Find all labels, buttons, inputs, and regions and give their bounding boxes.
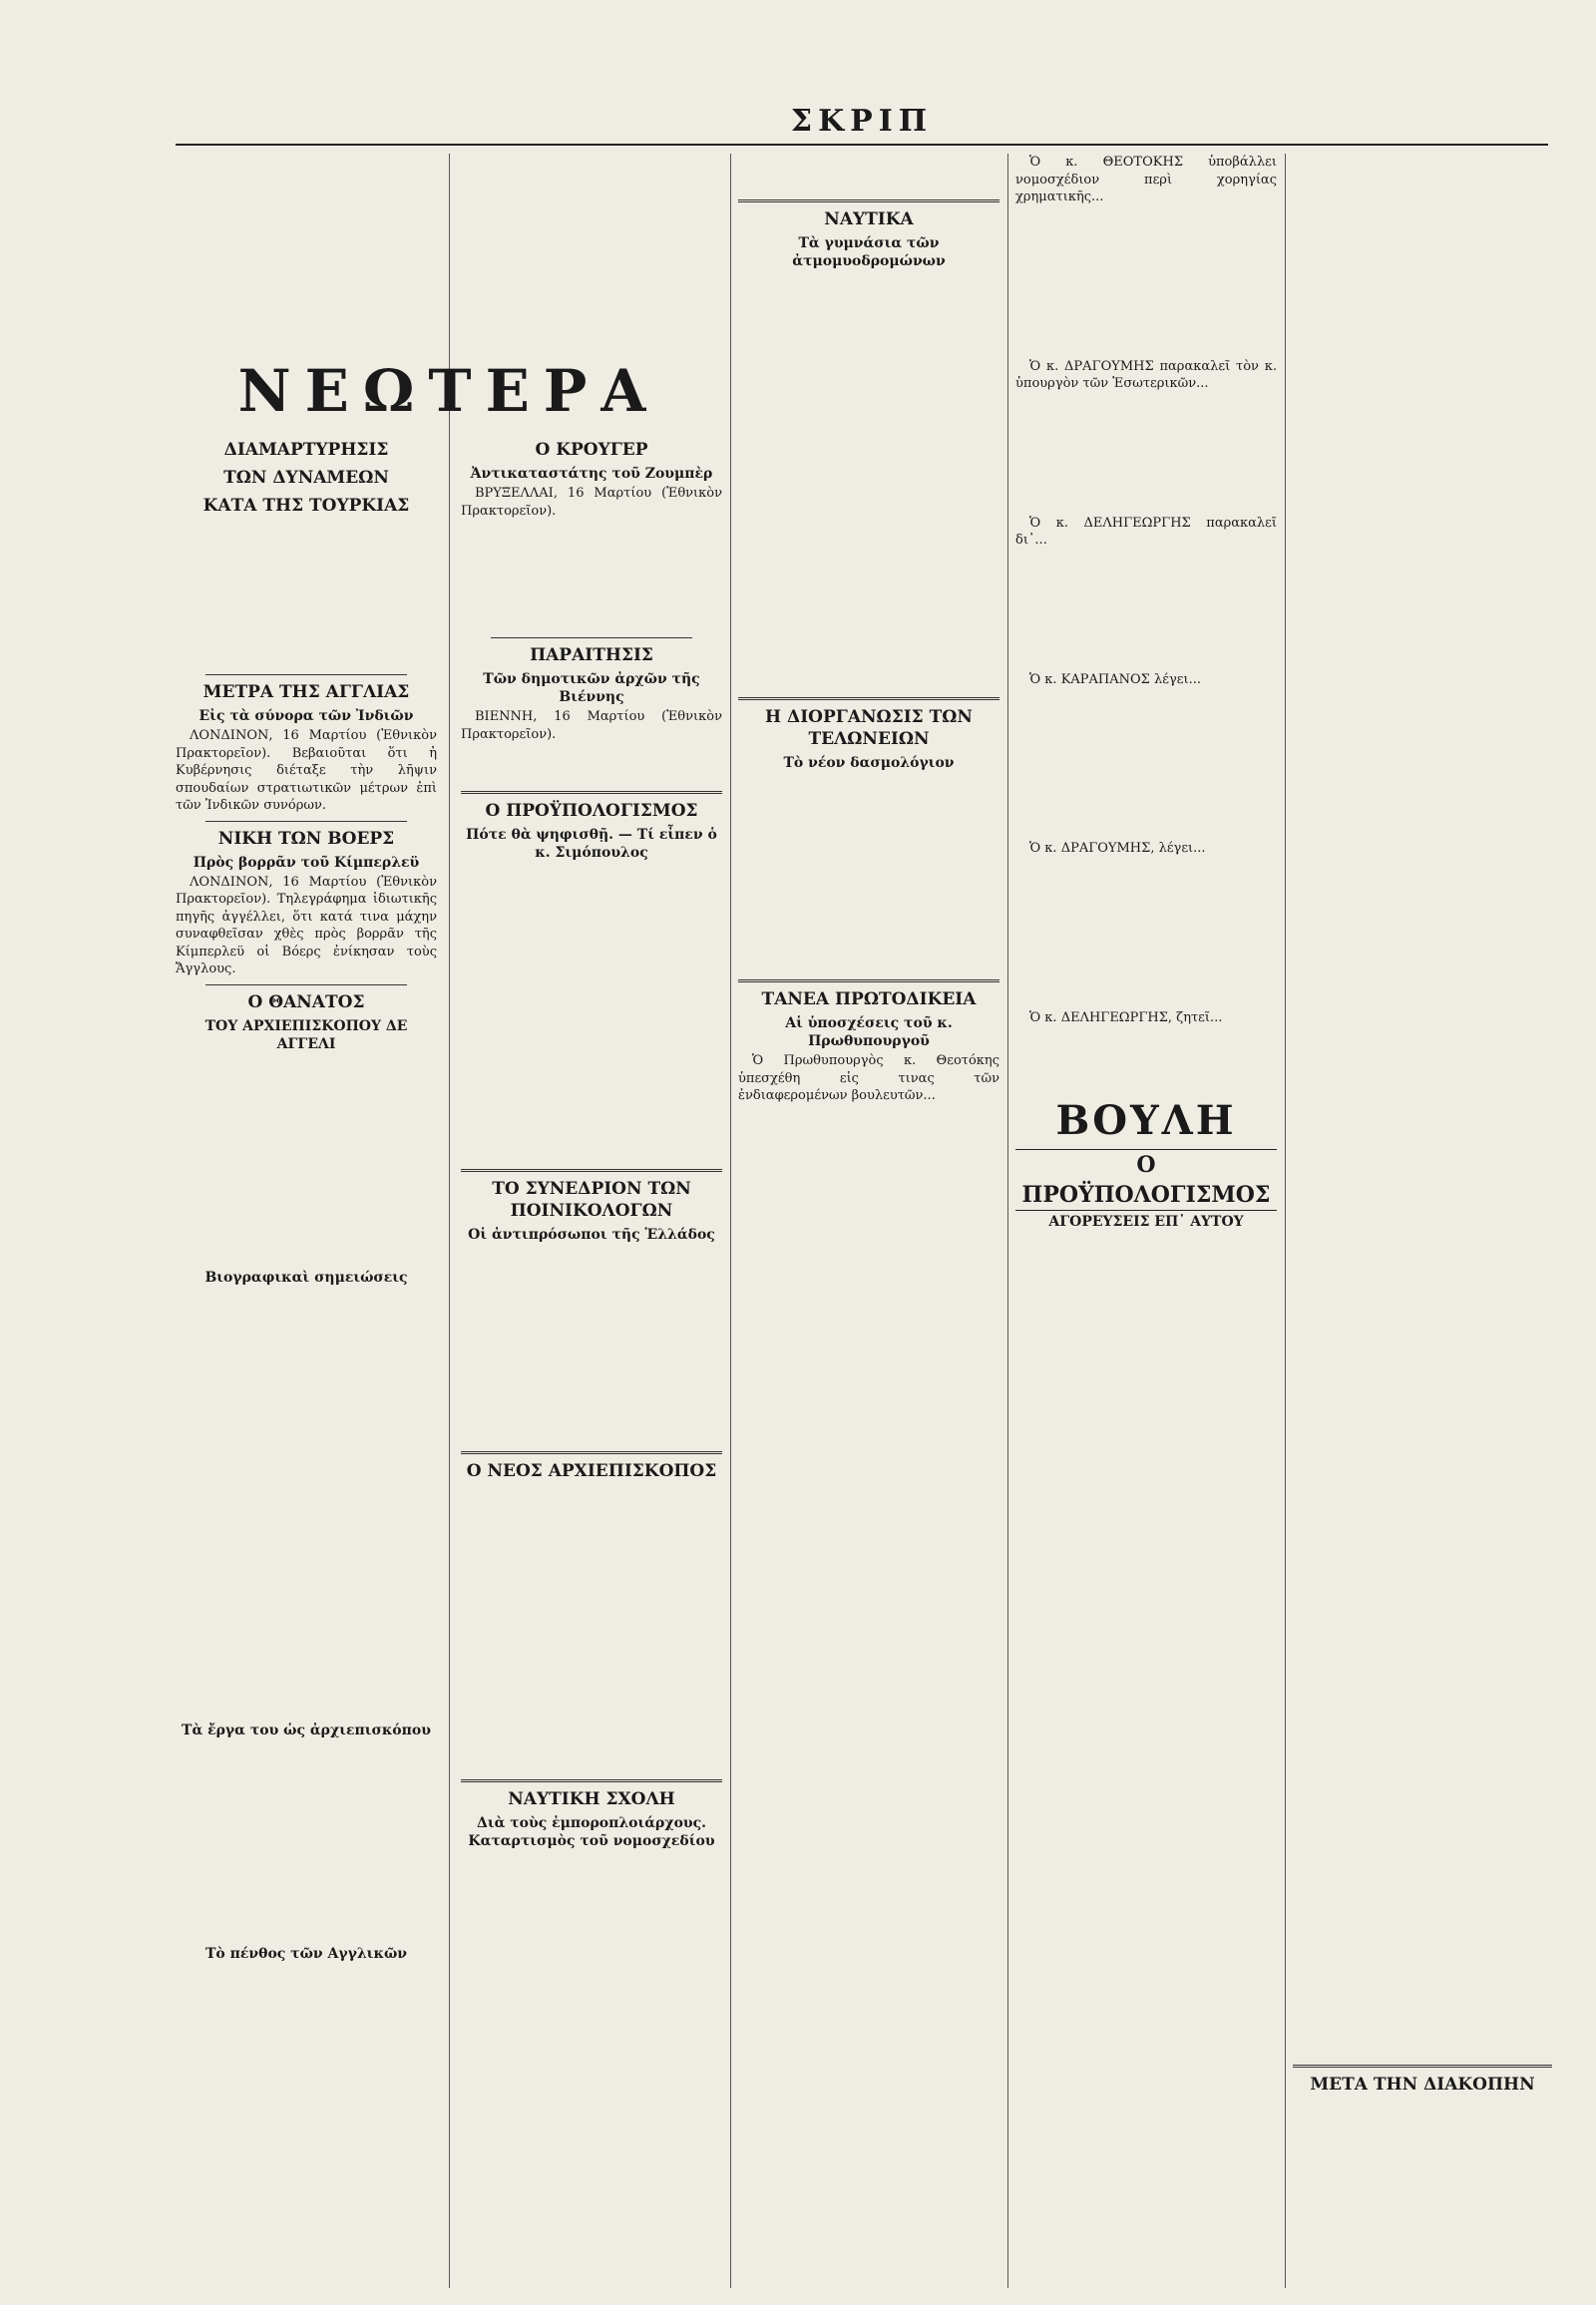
divider: [738, 199, 999, 202]
divider: [205, 821, 407, 822]
headline-naftika: ΝΑΥΤΙΚΑ: [824, 209, 914, 229]
subhead-vienna: Τῶν δημοτικῶν ἀρχῶν τῆς Βιέννης: [483, 671, 700, 705]
subhead-synora: Εἰς τὰ σύνορα τῶν Ἰνδιῶν: [199, 708, 414, 724]
headline-meta-diakopin: ΜΕΤΑ ΤΗΝ ΔΙΑΚΟΠΗΝ: [1310, 2075, 1535, 2095]
subhead-kimberley: Πρὸς βορρᾶν τοῦ Κίμπερλεϋ: [193, 854, 420, 871]
headline-naftiki-scholi: ΝΑΥΤΙΚΗ ΣΧΟΛΗ: [508, 1789, 675, 1809]
headline-synedrion: ΤΟ ΣΥΝΕΔΡΙΟΝ ΤΩΝ ΠΟΙΝΙΚΟΛΟΓΩΝ: [492, 1179, 691, 1221]
parliament-entry: Ὁ κ. ΔΡΑΓΟΥΜΗΣ παρακαλεῖ τὸν κ. ὑπουργὸν τῶν Ἐσωτερικῶν...: [1015, 358, 1277, 391]
section-header-neotera: ΝΕΩΤΕΡΑ: [237, 357, 660, 425]
article-viografikai-body: [176, 1289, 437, 1718]
article-kruger-dateline: ΒΡΥΞΕΛΛΑΙ, 16 Μαρτίου (Ἐθνικὸν Πρακτορεῖον).: [461, 486, 722, 519]
subhead-penthos: Τὸ πένθος τῶν Αγγλικῶν: [205, 1945, 407, 1962]
headline-niki-voers: ΝΙΚΗ ΤΩΝ ΒΟΕΡΣ: [217, 828, 395, 849]
parliament-text-block: [1015, 208, 1277, 358]
column-4: [1015, 154, 1277, 2288]
subhead-yposcheseis: Αἱ ὑποσχέσεις τοῦ κ. Πρωθυπουργοῦ: [785, 1015, 953, 1049]
article-proypologismos-body: [461, 864, 722, 1163]
article-paraitisis-body: [461, 745, 722, 785]
headline-proypologismos: Ο ΠΡΟΫΠΟΛΟΓΙΣΜΟΣ: [485, 801, 698, 821]
article-archiepiskopos-body: [461, 1484, 722, 1773]
article-metra-body: ΛΟΝΔΙΝΟΝ, 16 Μαρτίου (Ἐθνικὸν Πρακτορεῖον). Βεβαιοῦται ὅτι ἡ Κυβέρνησις διέταξε τὴν λῆψιν σπουδαίων στρατιωτικῶν μέτρων ἐπὶ τῶν Ἰνδικῶν συνόρων.: [176, 728, 437, 813]
divider: [1293, 2065, 1552, 2068]
column-rule: [1285, 154, 1286, 2288]
subhead-gymnasia: Τὰ γυμνάσια τῶν ἀτμομυοδρομώνων: [792, 235, 946, 269]
column-rule: [1007, 154, 1008, 2288]
parliament-entry: Ὁ κ. ΔΕΛΗΓΕΩΡΓΗΣ παρακαλεῖ δι᾿...: [1015, 515, 1277, 548]
column-2-top-text-block: [461, 154, 722, 433]
article-synedrion-body: [461, 1246, 722, 1445]
subhead-simopoulos: Πότε θὰ ψηφισθῇ. — Τί εἶπεν ὁ κ. Σιμόπουλος: [466, 827, 717, 861]
subhead-viografikai: Βιογραφικαὶ σημειώσεις: [204, 1269, 408, 1286]
masthead-title: ΣΚΡΙΠ: [790, 104, 934, 139]
headline-diamartyrisis: ΔΙΑΜΑΡΤΥΡΗΣΙΣ: [223, 440, 389, 460]
article-teloneia-body: [738, 774, 999, 973]
headline-kruger: Ο ΚΡΟΥΓΕΡ: [535, 440, 648, 460]
article-thanatos-body: [176, 1055, 437, 1265]
vouli-subtitle: Ο ΠΡΟΫΠΟΛΟΓΙΣΜΟΣ: [1015, 1149, 1277, 1211]
subhead-antiprosopoi: Οἱ ἀντιπρόσωποι τῆς Ἑλλάδος: [468, 1227, 715, 1243]
column-rule: [730, 154, 731, 2288]
headline-tanea-protodikeia: ΤΑΝΕΑ ΠΡΩΤΟΔΙΚΕΙΑ: [761, 989, 977, 1009]
parliament-text-block: [1015, 552, 1277, 671]
headline-paraitisis: ΠΑΡΑΙΤΗΣΙΣ: [530, 645, 653, 665]
column-5-text-block: [1293, 154, 1552, 2059]
column-1: [176, 154, 437, 2288]
article-paraitisis-dateline: ΒΙΕΝΝΗ, 16 Μαρτίου (Ἐθνικὸν Πρακτορεῖον).: [461, 709, 722, 742]
column-5: [1293, 154, 1552, 2288]
subhead-zoumper: Ἀντικαταστάτης τοῦ Ζουμπὲρ: [470, 466, 713, 482]
article-diamartyrisis-body: [176, 519, 437, 668]
divider: [205, 674, 407, 675]
parliament-entry: Ὁ κ. ΔΡΑΓΟΥΜΗΣ, λέγει...: [1029, 841, 1206, 856]
article-protodikeia-body: Ὁ Πρωθυπουργὸς κ. Θεοτόκης ὑπεσχέθη εἰς τινας τῶν ἐνδιαφερομένων βουλευτῶν...: [738, 1053, 999, 1103]
headline-archiepiskopou: ΤΟΥ ΑΡΧΙΕΠΙΣΚΟΠΟΥ ΔΕ ΑΓΓΕΛΙ: [204, 1017, 408, 1052]
divider: [738, 697, 999, 700]
parliament-entry: Ὁ κ. ΘΕΟΤΟΚΗΣ ὑποβάλλει νομοσχέδιον περὶ χορηγίας χρηματικῆς...: [1015, 155, 1277, 204]
article-erga-body: [176, 1741, 437, 1941]
vouli-title: ΒΟΥΛΗ: [1055, 1097, 1237, 1144]
parliament-text-block: [1015, 395, 1277, 515]
subhead-dasmologion: Τὸ νέον δασμολόγιον: [783, 755, 955, 771]
column-3: [738, 154, 999, 2288]
column-3-top-text-block: [738, 154, 999, 193]
subhead-erga: Τὰ ἔργα του ὡς ἀρχιεπισκόπου: [182, 1722, 431, 1738]
article-naftika-body: [738, 272, 999, 691]
column-rule: [449, 154, 450, 2288]
divider: [461, 791, 722, 794]
vouli-subtitle-2: ΑΓΟΡΕΥΣΕΙΣ ΕΠ᾿ ΑΥΤΟΥ: [1048, 1214, 1244, 1230]
headline-diorganosis-teloneion: Η ΔΙΟΡΓΑΝΩΣΙΣ ΤΩΝ ΤΕΛΩΝΕΙΩΝ: [765, 707, 973, 749]
headline-tourkias: ΚΑΤΑ ΤΗΣ ΤΟΥΡΚΙΑΣ: [202, 496, 410, 516]
parliament-entry: Ὁ κ. ΚΑΡΑΠΑΝΟΣ λέγει...: [1029, 671, 1201, 687]
divider: [461, 1451, 722, 1454]
masthead: [176, 104, 1548, 146]
subhead-emporoploiarchous: Διὰ τοὺς ἐμποροπλοιάρχους. Καταρτισμὸς τοῦ νομοσχεδίου: [468, 1815, 715, 1849]
divider: [738, 979, 999, 982]
divider: [205, 984, 407, 985]
article-niki-body: ΛΟΝΔΙΝΟΝ, 16 Μαρτίου (Ἐθνικὸν Πρακτορεῖον). Τηλεγράφημα ἰδιωτικῆς πηγῆς ἀγγέλλει, ὅτι κατά τινα μάχην συναφθεῖσαν χθὲς πρὸς βορρᾶν τῆς Κίμπερλεϋ οἱ Βόερς ἐνίκησαν τοὺς Ἄγγλους.: [176, 874, 437, 976]
headline-thanatos: Ο ΘΑΝΑΤΟΣ: [247, 991, 365, 1012]
divider: [461, 1169, 722, 1172]
article-kruger-body: [461, 522, 722, 631]
parliament-text-block: [1015, 690, 1277, 840]
divider: [491, 637, 692, 638]
headline-dynameon: ΤΩΝ ΔΥΝΑΜΕΩΝ: [223, 468, 389, 488]
parliament-entry: Ὁ κ. ΔΕΛΗΓΕΩΡΓΗΣ, ζητεῖ...: [1029, 1009, 1223, 1025]
headline-metra-anglias: ΜΕΤΡΑ ΤΗΣ ΑΓΓΛΙΑΣ: [202, 682, 410, 702]
divider: [461, 1779, 722, 1782]
parliament-text-block: [1015, 860, 1277, 1009]
headline-neos-archiepiskopos: Ο ΝΕΟΣ ΑΡΧΙΕΠΙΣΚΟΠΟΣ: [466, 1461, 717, 1481]
column-2: [461, 154, 722, 2288]
